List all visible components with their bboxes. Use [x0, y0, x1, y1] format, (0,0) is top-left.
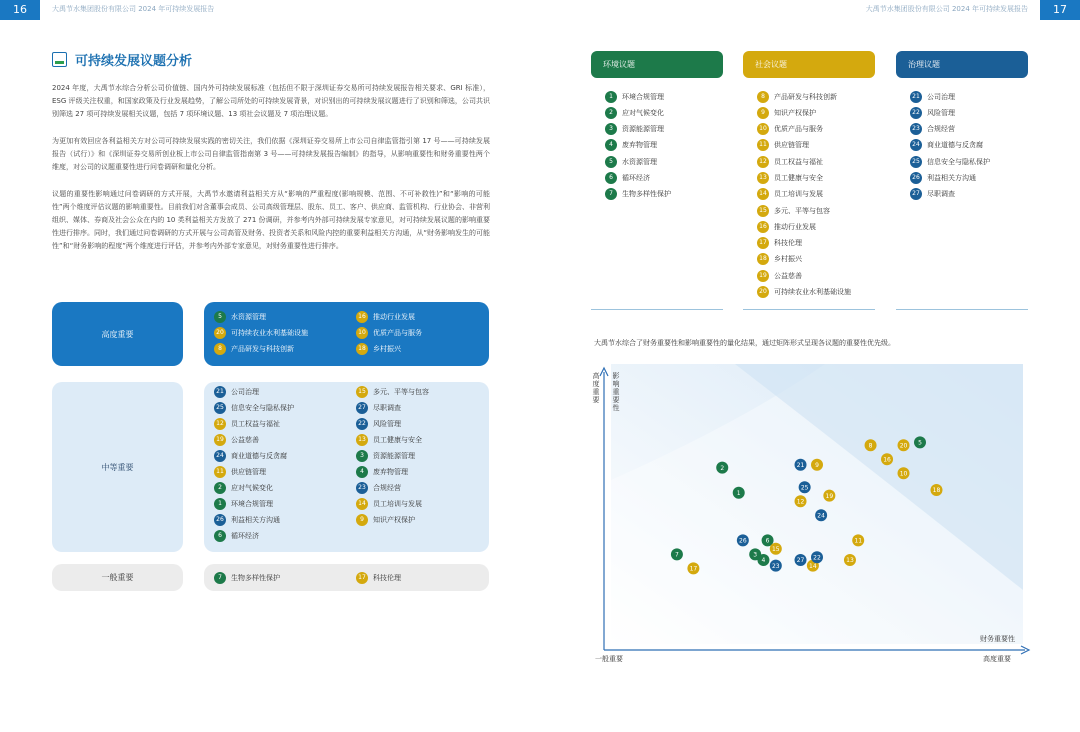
chart-point-13 [844, 554, 856, 566]
y-axis-title-char: 响 [612, 380, 620, 388]
page-number-right: 17 [1040, 0, 1080, 20]
page-number-left: 16 [0, 0, 40, 20]
topic-item-14 [757, 188, 851, 201]
topic-item-27 [910, 188, 990, 201]
y-axis-title-char: 要 [612, 396, 620, 404]
topic-number-badge: 13 [356, 434, 368, 446]
topic-label: 环境合规管理 [622, 92, 664, 101]
topic-item-25 [910, 155, 990, 168]
topic-item-1 [214, 497, 356, 510]
chart-caption: 大禹节水综合了财务重要性和影响重要性的量化结果，通过矩阵形式呈现各议题的重要性优先级。 [594, 339, 895, 347]
topic-item-13 [356, 433, 498, 446]
point-label: 15 [771, 546, 780, 553]
topic-number-badge: 13 [757, 172, 769, 184]
point-label: 17 [689, 565, 698, 573]
y-high-label-char: 重 [592, 388, 600, 396]
tier-items-high [214, 310, 498, 355]
topic-number-badge: 22 [356, 418, 368, 430]
topic-number-badge: 14 [757, 188, 769, 200]
topic-number-badge: 9 [757, 107, 769, 119]
topic-number-badge: 17 [757, 237, 769, 249]
topic-item-10 [356, 326, 498, 339]
topic-label: 员工培训与发展 [373, 499, 422, 508]
point-label: 25 [800, 484, 809, 492]
topic-label: 员工权益与福祉 [774, 157, 823, 166]
point-label: 14 [809, 562, 817, 570]
topic-number-badge: 5 [605, 156, 617, 168]
topic-item-23 [356, 481, 498, 494]
topic-item-25 [214, 401, 356, 414]
topic-number-badge: 16 [757, 221, 769, 233]
topic-item-20 [214, 326, 356, 339]
topic-item-21 [910, 90, 990, 103]
chart-point-20 [898, 439, 910, 451]
topic-label: 产品研发与科技创新 [774, 92, 837, 101]
topic-label: 乡村振兴 [774, 255, 802, 264]
topic-number-badge: 16 [356, 311, 368, 323]
topic-item-23 [910, 123, 990, 136]
point-label: 1 [736, 490, 741, 497]
topic-item-22 [910, 106, 990, 119]
materiality-matrix-chart [585, 360, 1045, 680]
point-label: 12 [796, 498, 805, 506]
topic-item-2 [214, 481, 356, 494]
tier-box-high [204, 302, 489, 366]
topic-label: 资源能源管理 [622, 125, 664, 134]
divider-social [743, 309, 875, 310]
topic-item-15 [757, 204, 851, 217]
topic-label: 水资源管理 [231, 312, 266, 321]
topic-item-1 [605, 90, 671, 103]
topic-label: 生物多样性保护 [231, 573, 280, 582]
topic-number-badge: 3 [356, 450, 368, 462]
chart-point-18 [930, 484, 942, 496]
tier-label-low: 一般重要 [52, 564, 183, 591]
topic-item-3 [605, 123, 671, 136]
point-label: 5 [918, 439, 922, 447]
point-label: 20 [899, 442, 908, 450]
topic-label: 水资源管理 [622, 157, 657, 166]
category-header-governance: 治理议题 [896, 51, 1028, 78]
topic-item-11 [757, 139, 851, 152]
topic-label: 商业道德与反贪腐 [927, 141, 983, 150]
y-axis-title-char: 影 [612, 372, 620, 380]
topic-label: 优质产品与服务 [774, 125, 823, 134]
topic-label: 可持续农业水利基础设施 [774, 288, 851, 297]
topic-label: 商业道德与反贪腐 [231, 451, 287, 460]
tier-items-mid [214, 385, 498, 542]
chart-point-16 [881, 453, 893, 465]
topic-item-16 [757, 220, 851, 233]
topic-item-18 [356, 342, 498, 355]
topic-item-8 [757, 90, 851, 103]
point-label: 27 [796, 557, 805, 565]
topic-number-badge: 6 [214, 530, 226, 542]
topic-item-9 [757, 106, 851, 119]
intro-paragraph-2: 为更加有效回应各利益相关方对公司可持续发展实践的密切关注，我们依据《深圳证券交易所上市公司自律监管指引第 17 号——可持续发展报告（试行）》和《深圳证券交易所创业板上市公司自律监管指南第 3 号——可持续发展报告编制》的指导，从影响重要性和财务重要性两个维度，对公司的议题重要性进行问卷调研和量化分析。 [52, 137, 490, 171]
topic-number-badge: 26 [910, 172, 922, 184]
chart-point-11 [852, 534, 864, 546]
topic-item-22 [356, 417, 498, 430]
topic-label: 员工权益与福祉 [231, 419, 280, 428]
topic-label: 应对气候变化 [231, 483, 273, 492]
point-label: 21 [796, 462, 805, 469]
topic-label: 应对气候变化 [622, 108, 664, 117]
divider-governance [896, 309, 1028, 310]
topic-number-badge: 24 [214, 450, 226, 462]
topic-label: 生物多样性保护 [622, 190, 671, 199]
topic-label: 利益相关方沟通 [231, 515, 280, 524]
y-axis-title [613, 371, 620, 412]
topic-number-badge: 27 [910, 188, 922, 200]
chart-point-22 [811, 551, 823, 563]
point-label: 9 [815, 462, 819, 469]
topic-label: 利益相关方沟通 [927, 173, 976, 182]
chart-point-9 [811, 459, 823, 471]
topic-item-3 [356, 449, 498, 462]
topic-label: 推动行业发展 [373, 312, 415, 321]
governance-topic-list [910, 90, 990, 201]
topic-label: 知识产权保护 [373, 515, 415, 524]
topic-item-6 [214, 529, 356, 542]
topic-label: 公司治理 [927, 92, 955, 101]
point-label: 2 [720, 464, 725, 472]
topic-label: 员工培训与发展 [774, 190, 823, 199]
topic-label: 可持续农业水利基础设施 [231, 328, 308, 337]
point-label: 8 [868, 442, 873, 450]
topic-label: 废弃物管理 [622, 141, 657, 150]
topic-number-badge: 5 [214, 311, 226, 323]
topic-item-5 [214, 310, 356, 323]
chart-point-10 [898, 467, 910, 479]
topic-label: 员工健康与安全 [774, 173, 823, 182]
topic-item-15 [356, 385, 498, 398]
divider-environment [591, 309, 723, 310]
topic-number-badge: 18 [757, 253, 769, 265]
topic-item-5 [605, 155, 671, 168]
point-label: 3 [753, 551, 758, 559]
topic-number-badge: 19 [757, 270, 769, 282]
topic-label: 供应链管理 [774, 141, 809, 150]
topic-number-badge: 7 [605, 188, 617, 200]
y-high-label-char: 高 [592, 372, 600, 380]
topic-number-badge: 18 [356, 343, 368, 355]
topic-number-badge: 27 [356, 402, 368, 414]
topic-number-badge: 11 [757, 139, 769, 151]
topic-item-8 [214, 342, 356, 355]
topic-label: 供应链管理 [231, 467, 266, 476]
point-label: 10 [899, 470, 908, 478]
chart-point-8 [865, 439, 877, 451]
chart-point-1 [733, 487, 745, 499]
topic-label: 循环经济 [622, 173, 650, 182]
chart-point-5 [914, 436, 926, 448]
topic-item-10 [757, 123, 851, 136]
chart-point-25 [799, 481, 811, 493]
topic-number-badge: 21 [910, 91, 922, 103]
chart-point-4 [757, 554, 769, 566]
topic-item-19 [757, 269, 851, 282]
topic-label: 环境合规管理 [231, 499, 273, 508]
topic-number-badge: 20 [757, 286, 769, 298]
running-title-left: 大禹节水集团股份有限公司 2024 年可持续发展报告 [52, 5, 215, 13]
topic-number-badge: 17 [356, 572, 368, 584]
point-label: 7 [675, 551, 679, 559]
point-label: 24 [817, 512, 825, 520]
topic-label: 推动行业发展 [774, 222, 816, 231]
topic-number-badge: 14 [356, 498, 368, 510]
point-label: 4 [761, 557, 766, 565]
topic-item-4 [356, 465, 498, 478]
point-label: 22 [813, 554, 821, 562]
topic-number-badge: 9 [356, 514, 368, 526]
topic-number-badge: 15 [356, 386, 368, 398]
topic-label: 风险管理 [927, 108, 955, 117]
point-label: 11 [854, 537, 863, 545]
topic-item-21 [214, 385, 356, 398]
chart-point-21 [795, 459, 807, 471]
point-label: 6 [765, 537, 770, 545]
topic-item-12 [757, 155, 851, 168]
topic-item-17 [757, 237, 851, 250]
x-high-label: 高度重要 [983, 655, 1011, 663]
topic-item-26 [910, 171, 990, 184]
chart-point-7 [671, 548, 683, 560]
topic-number-badge: 8 [214, 343, 226, 355]
topic-item-24 [214, 449, 356, 462]
chart-point-12 [795, 495, 807, 507]
topic-label: 乡村振兴 [373, 344, 401, 353]
chart-point-23 [770, 560, 782, 572]
tier-label-high: 高度重要 [52, 302, 183, 366]
topic-number-badge: 4 [356, 466, 368, 478]
topic-label: 资源能源管理 [373, 451, 415, 460]
topic-label: 信息安全与隐私保护 [927, 157, 990, 166]
chart-point-24 [815, 509, 827, 521]
chart-point-26 [737, 534, 749, 546]
topic-number-badge: 2 [605, 107, 617, 119]
y-axis-title-char: 性 [612, 404, 620, 412]
topic-item-2 [605, 106, 671, 119]
category-header-environment: 环境议题 [591, 51, 723, 78]
topic-number-badge: 8 [757, 91, 769, 103]
topic-number-badge: 7 [214, 572, 226, 584]
y-axis-title-char: 重 [612, 388, 620, 396]
topic-number-badge: 25 [214, 402, 226, 414]
section-title: 可持续发展议题分析 [75, 54, 193, 69]
topic-number-badge: 25 [910, 156, 922, 168]
point-label: 13 [846, 557, 854, 565]
social-topic-list [757, 90, 851, 299]
topic-number-badge: 12 [214, 418, 226, 430]
topic-label: 风险管理 [373, 419, 401, 428]
chart-point-15 [770, 543, 782, 555]
topic-item-14 [356, 497, 498, 510]
tier-items-low [214, 571, 498, 584]
topic-item-24 [910, 139, 990, 152]
intro-paragraph-3: 议题的重要性影响通过问卷调研的方式开展，大禹节水邀请利益相关方从“影响的严重程度(影响规模、范围、不可补救性)”和“影响的可能性”两个维度评估议题的影响重要性。目前我们对含董事会成员、公司高级管理层、股东、员工、客户、供应商、监管机构、行业协会、非营利组织、媒体、券商及社会公众在内的 10 类利益相关方发放了 271 份调研，并参考内外部可持续发展专家意见，对可持续发展议题的影响重要性进行排序。同时，我们通过问卷调研的方式开展与公司高管及财务、投资者关系和风险内控的重要利益相关方沟通，从“财务影响发生的可能性”和“财务影响的程度”两个维度进行评估，并参考内外部专家意见，对财务重要性进行排序。 [52, 190, 490, 250]
category-header-social: 社会议题 [743, 51, 875, 78]
topic-item-4 [605, 139, 671, 152]
tier-label-mid: 中等重要 [52, 382, 183, 552]
y-high-label-char: 要 [592, 396, 600, 404]
tier-box-mid [204, 382, 489, 552]
chart-point-19 [823, 490, 835, 502]
point-label: 26 [739, 537, 747, 545]
topic-number-badge: 3 [605, 123, 617, 135]
topic-number-badge: 12 [757, 156, 769, 168]
topic-item-16 [356, 310, 498, 323]
topic-number-badge: 22 [910, 107, 922, 119]
topic-item-7 [214, 571, 356, 584]
section-heading [52, 50, 192, 69]
topic-label: 科技伦理 [373, 573, 401, 582]
report-icon [52, 52, 67, 67]
topic-number-badge: 1 [214, 498, 226, 510]
topic-label: 尽职调查 [373, 403, 401, 412]
topic-label: 公益慈善 [774, 271, 802, 280]
chart-point-2 [716, 462, 728, 474]
topic-number-badge: 19 [214, 434, 226, 446]
topic-label: 废弃物管理 [373, 467, 408, 476]
topic-label: 信息安全与隐私保护 [231, 403, 294, 412]
point-label: 23 [771, 562, 780, 570]
x-low-label: 一般重要 [595, 655, 623, 663]
topic-item-12 [214, 417, 356, 430]
topic-item-7 [605, 188, 671, 201]
running-title-right: 大禹节水集团股份有限公司 2024 年可持续发展报告 [865, 5, 1028, 13]
topic-label: 合规经营 [373, 483, 401, 492]
topic-number-badge: 20 [214, 327, 226, 339]
topic-label: 尽职调查 [927, 190, 955, 199]
topic-label: 循环经济 [231, 531, 259, 540]
chart-point-27 [795, 554, 807, 566]
point-label: 19 [825, 492, 834, 500]
topic-label: 产品研发与科技创新 [231, 344, 294, 353]
topic-item-19 [214, 433, 356, 446]
point-label: 18 [932, 487, 941, 495]
topic-number-badge: 10 [356, 327, 368, 339]
topic-label: 合规经营 [927, 125, 955, 134]
intro-paragraph-1: 2024 年度，大禹节水综合分析公司价值链、国内外可持续发展标准（包括但不限于深圳证券交易所可持续发展报告相关要求、GRI 标准），ESG 评级关注权重，和国家政策及行业发展趋势，了解公司所处的可持续发展背景，对识别出的可持续发展议题进行了识别和筛选，公司共识别筛选 27 项可持续发展相关议题，包括 7 项环境议题、13 项社会议题及 7 项治理议题。 [52, 84, 490, 118]
topic-number-badge: 6 [605, 172, 617, 184]
topic-label: 员工健康与安全 [373, 435, 422, 444]
topic-number-badge: 23 [910, 123, 922, 135]
topic-item-17 [356, 571, 498, 584]
topic-label: 公益慈善 [231, 435, 259, 444]
topic-item-13 [757, 171, 851, 184]
environment-topic-list [605, 90, 671, 201]
topic-item-9 [356, 513, 498, 526]
topic-number-badge: 2 [214, 482, 226, 494]
topic-item-27 [356, 401, 498, 414]
topic-item-6 [605, 171, 671, 184]
topic-label: 多元、平等与包容 [373, 387, 429, 396]
topic-number-badge: 26 [214, 514, 226, 526]
topic-number-badge: 21 [214, 386, 226, 398]
topic-number-badge: 10 [757, 123, 769, 135]
topic-number-badge: 4 [605, 139, 617, 151]
topic-number-badge: 15 [757, 205, 769, 217]
topic-number-badge: 1 [605, 91, 617, 103]
topic-label: 科技伦理 [774, 239, 802, 248]
topic-item-18 [757, 253, 851, 266]
topic-number-badge: 11 [214, 466, 226, 478]
topic-label: 优质产品与服务 [373, 328, 422, 337]
topic-item-26 [214, 513, 356, 526]
y-high-label [593, 371, 600, 404]
chart-point-17 [687, 562, 699, 574]
topic-label: 公司治理 [231, 387, 259, 396]
topic-item-20 [757, 286, 851, 299]
tier-box-low [204, 564, 489, 591]
topic-label: 知识产权保护 [774, 108, 816, 117]
x-axis-title: 财务重要性 [980, 635, 1015, 643]
topic-item-11 [214, 465, 356, 478]
topic-number-badge: 24 [910, 139, 922, 151]
topic-number-badge: 23 [356, 482, 368, 494]
y-high-label-char: 度 [592, 380, 600, 388]
topic-label: 多元、平等与包容 [774, 206, 830, 215]
point-label: 16 [883, 456, 891, 464]
